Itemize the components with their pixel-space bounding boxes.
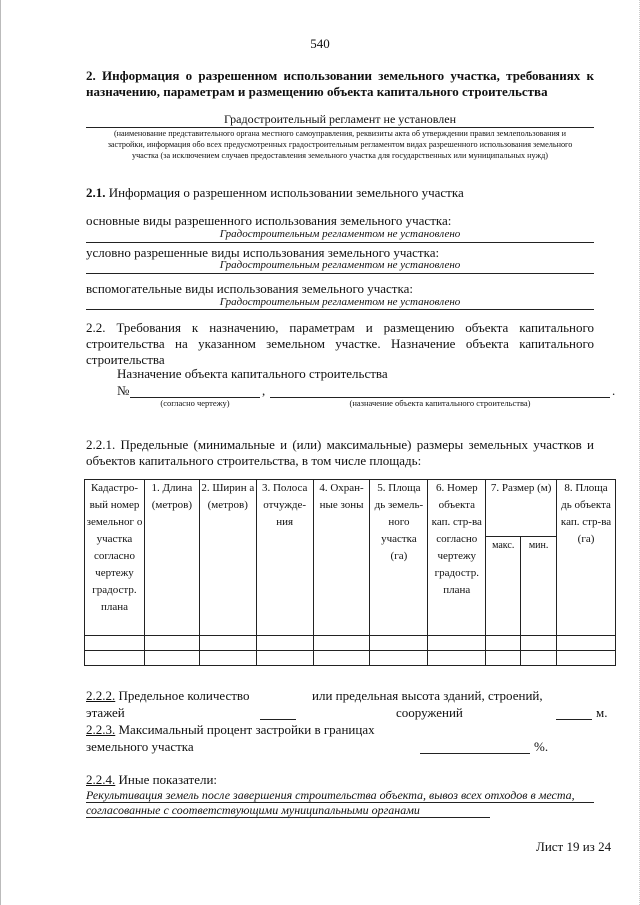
section-2-2-text: 2.2. Требования к назначению, параметрам и размещению объекта капитального строительства на указанном земельном участке. Назначение объекта капитального строительства: [86, 320, 594, 367]
table-cell: [370, 636, 428, 651]
header-plot-area: 5. Площа дь земель-ного участка (га): [370, 480, 428, 636]
table-header-row: [85, 480, 616, 537]
auxiliary-uses-value: Градостроительным регламентом не установлено: [219, 296, 461, 308]
table-cell: [256, 636, 313, 651]
section-2-title: 2. Информация о разрешенном использовании земельного участка, требованиях к назначению, параметрам и размещению объекта капитального строительства: [86, 68, 594, 99]
object-purpose-label: Назначение объекта капитального строительства: [117, 366, 388, 381]
header-length: 1. Длина (метров): [144, 480, 199, 636]
table-cell: [85, 651, 145, 666]
plot-label: земельного участка: [86, 739, 194, 754]
section-2-2-3-text: Максимальный процент застройки в границах: [118, 722, 375, 737]
purpose-hint: (назначение объекта капитального строительства): [349, 398, 531, 408]
table-cell: [521, 636, 557, 651]
conditional-uses-label: условно разрешенные виды использования земельного участка:: [86, 245, 440, 260]
table-cell: [313, 636, 370, 651]
table-cell: [557, 651, 616, 666]
header-exclusion-strip: 3. Полоса отчужде-ния: [256, 480, 313, 636]
table-row: [85, 651, 616, 666]
percent-line: [420, 753, 530, 754]
floors-line: [260, 719, 296, 720]
table-cell: [256, 651, 313, 666]
section-2-2-1-text: 2.2.1. Предельные (минимальные и (или) максимальные) размеры земельных участков и объектов капитального строительства, в том числе площадь:: [86, 437, 594, 468]
regulation-value: Градостроительный регламент не установлен: [224, 112, 456, 126]
table-cell: [144, 636, 199, 651]
period: .: [612, 383, 616, 398]
section-2-2-2-number: 2.2.2.: [86, 688, 116, 703]
main-uses-underline: [86, 242, 594, 243]
section-2-2-4: [86, 772, 217, 788]
header-object-area: 8. Площа дь объекта кап. стр-ва (га): [557, 480, 616, 636]
header-size: 7. Размер (м): [486, 480, 557, 537]
section-2-2-3: [86, 722, 375, 738]
section-2-2-3-number: 2.2.3.: [86, 722, 116, 737]
table-cell: [199, 636, 256, 651]
conditional-uses-underline: [86, 273, 594, 274]
table-cell: [144, 651, 199, 666]
comma: ,: [262, 383, 266, 398]
floors-label: этажей: [86, 705, 125, 720]
scan-left-edge: [0, 0, 4, 905]
auxiliary-uses-underline: [86, 309, 594, 310]
sheet-counter: Лист 19 из 24: [536, 839, 612, 854]
height-unit: м.: [596, 705, 608, 720]
section-2-1-title: [86, 185, 464, 201]
header-object-number: 6. Номер объекта кап. стр-ва согласно чертежу градостр. плана: [428, 480, 486, 636]
table-cell: [85, 636, 145, 651]
header-size-max: макс.: [486, 537, 521, 636]
other-indicators-underline-2: [86, 817, 490, 818]
scan-right-edge: [636, 0, 640, 905]
section-2-2-4-number: 2.2.4.: [86, 772, 116, 787]
table-cell: [486, 636, 521, 651]
other-indicators-underline-1: [86, 802, 594, 803]
auxiliary-uses-label: вспомогательные виды использования земельного участка:: [86, 281, 413, 296]
percent-unit: %.: [534, 739, 549, 754]
number-sign: №: [117, 383, 130, 398]
header-protected-zones: 4. Охран-ные зоны: [313, 480, 370, 636]
section-2-2-4-label: Иные показатели:: [118, 772, 218, 787]
table-row: [85, 636, 616, 651]
page-number: 540: [310, 36, 330, 51]
table-cell: [313, 651, 370, 666]
height-line: [556, 719, 592, 720]
table-cell: [428, 636, 486, 651]
header-width: 2. Ширин а (метров): [199, 480, 256, 636]
section-2-2-2-left-text: Предельное количество: [118, 688, 250, 703]
header-cadastral: Кадастро-вый номер земельног о участка согласно чертежу градостр. плана: [85, 480, 145, 636]
dimensions-table: [84, 479, 616, 666]
table-cell: [428, 651, 486, 666]
structures-label: сооружений: [396, 705, 463, 720]
table-cell: [557, 636, 616, 651]
header-size-min: мин.: [521, 537, 557, 636]
conditional-uses-value: Градостроительным регламентом не установлено: [219, 259, 461, 271]
section-2-2-2-left: [86, 688, 249, 704]
table-cell: [199, 651, 256, 666]
drawing-hint: (согласно чертежу): [160, 398, 230, 408]
main-uses-value: Градостроительным регламентом не установлено: [219, 228, 461, 240]
table-cell: [521, 651, 557, 666]
regulation-note: (наименование представительного органа местного самоуправления, реквизиты акта об утверждении правил землепользования и застройки, информация обо всех предусмотренных градостроительным регламентом видах разрешенного использования земельного участка (за исключением случаев предоставления земельного участка для государственных или муниципальных нужд): [107, 129, 573, 160]
section-2-2-2-right: или предельная высота зданий, строений,: [312, 688, 543, 703]
section-2-1-number: 2.1.: [86, 185, 106, 200]
table-cell: [486, 651, 521, 666]
main-uses-label: основные виды разрешенного использования земельного участка:: [86, 213, 452, 228]
other-indicators-value: Рекультивация земель после завершения строительства объекта, вывоз всех отходов в места, согласованные с соответствующими муниципальными органами: [86, 788, 575, 817]
section-2-1-text: Информация о разрешенном использовании земельного участка: [108, 185, 464, 200]
table-cell: [370, 651, 428, 666]
